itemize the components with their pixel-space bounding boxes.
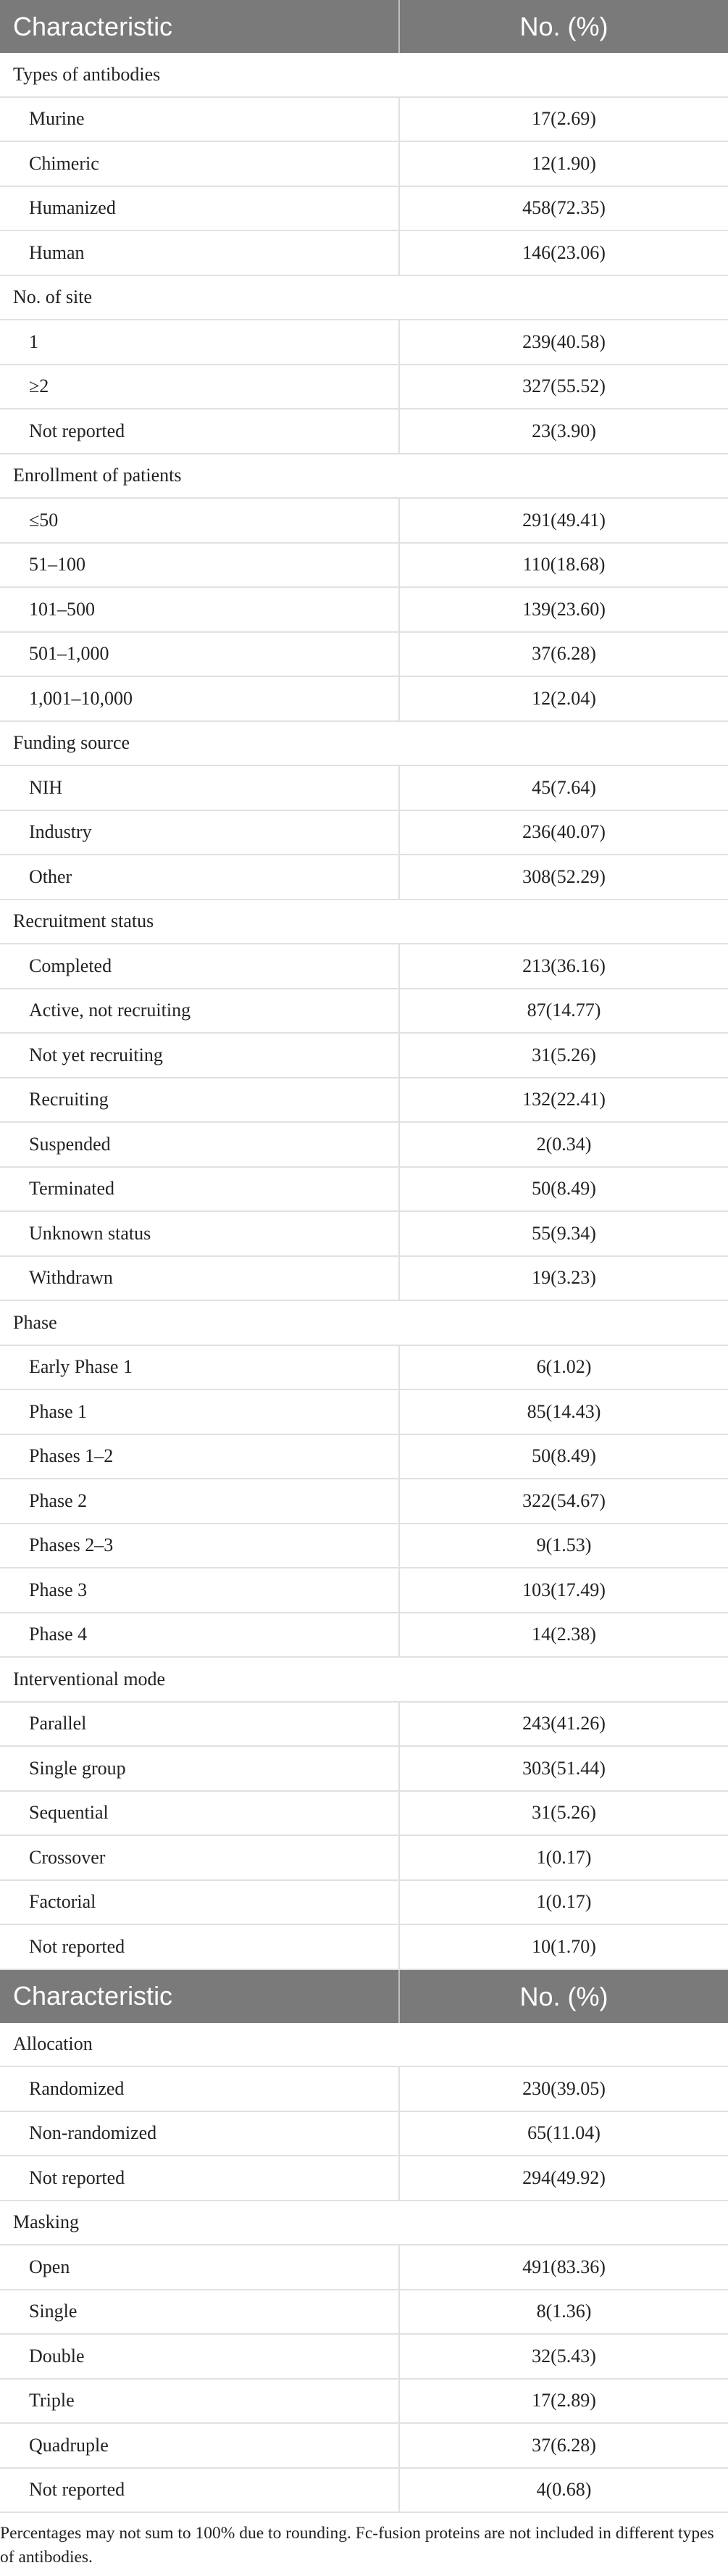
row-value: 236(40.07) [398,811,728,855]
row-label: Parallel [29,1713,87,1734]
table-row [0,944,728,989]
row-label: Phase 1 [29,1400,88,1422]
section-title: Recruitment status [0,900,728,945]
row-label: Terminated [29,1178,115,1200]
row-value: 45(7.64) [398,766,728,810]
row-value: 4(0.68) [398,2469,728,2512]
row-value: 294(49.92) [398,2156,728,2200]
table-row [0,2245,728,2290]
row-label: Unknown status [29,1222,151,1244]
row-label: Phase 3 [29,1579,88,1600]
table-row [0,98,728,143]
row-value: 1(0.17) [398,1881,728,1924]
row-label: Phase 4 [29,1624,88,1645]
row-value: 87(14.77) [398,989,728,1033]
row-value: 8(1.36) [398,2290,728,2334]
row-label: Suspended [29,1133,111,1155]
table-row [0,1123,728,1168]
row-value: 110(18.68) [398,544,728,587]
section-title: Interventional mode [0,1658,728,1703]
row-label: Not reported [29,2479,125,2501]
table-row [0,1346,728,1391]
row-label: 1 [29,331,38,352]
table-row [0,1747,728,1792]
table-row [0,320,728,365]
row-value: 308(52.29) [398,855,728,899]
table-row [0,2469,728,2514]
row-label: Crossover [29,1846,106,1868]
table-row [0,677,728,722]
table-header [0,0,728,53]
table-row [0,1212,728,1257]
row-value: 146(23.06) [398,231,728,275]
row-label: Quadruple [29,2434,109,2456]
section-title: Phase [0,1301,728,1346]
row-value: 12(2.04) [398,677,728,720]
table-row [0,2380,728,2425]
row-label: ≥2 [29,375,49,397]
row-value: 239(40.58) [398,320,728,364]
row-label: 1,001–10,000 [29,687,133,709]
table-row [0,410,728,454]
row-label: Not reported [29,420,125,441]
table-row [0,1079,728,1123]
row-value: 327(55.52) [398,365,728,409]
row-label: Phases 1–2 [29,1445,114,1467]
table-row [0,1569,728,1613]
row-value: 6(1.02) [398,1346,728,1389]
row-label: Factorial [29,1891,96,1913]
row-value: 213(36.16) [398,944,728,988]
row-label: Early Phase 1 [29,1356,133,1378]
table-row [0,1168,728,1213]
row-value: 17(2.69) [398,98,728,141]
row-label: Double [29,2345,85,2367]
row-label: Single [29,2301,78,2322]
table-row [0,1792,728,1837]
row-value: 132(22.41) [398,1079,728,1122]
table-row [0,766,728,811]
row-value: 19(3.23) [398,1257,728,1300]
section-title: No. of site [0,276,728,321]
table-row [0,588,728,633]
section-title: Types of antibodies [0,53,728,98]
row-value: 243(41.26) [398,1703,728,1746]
header-characteristic: Characteristic [13,11,173,41]
row-label: ≤50 [29,509,59,531]
row-label: Murine [29,108,85,130]
table-row [0,1435,728,1480]
row-label: 501–1,000 [29,643,109,665]
table-row [0,187,728,232]
table-row [0,2112,728,2157]
table-header [0,1970,728,2023]
table-row [0,231,728,276]
table-row [0,1703,728,1748]
section-title: Enrollment of patients [0,454,728,499]
table-row [0,633,728,678]
table-row [0,1390,728,1435]
row-value: 31(5.26) [398,1034,728,1077]
row-value: 50(8.49) [398,1168,728,1211]
table-row [0,1524,728,1569]
row-label: Industry [29,821,92,843]
table-row [0,1479,728,1524]
table-footnote: Percentages may not sum to 100% due to rounding. Fc-fusion proteins are not included in different types of antibodies. [0,2524,714,2567]
row-value: 1(0.17) [398,1836,728,1879]
row-value: 103(17.49) [398,1569,728,1612]
row-value: 12(1.90) [398,142,728,186]
header-characteristic: Characteristic [13,1981,173,2011]
row-label: Chimeric [29,152,99,174]
section-title: Allocation [0,2023,728,2068]
row-label: Not yet recruiting [29,1044,163,1065]
row-value: 2(0.34) [398,1123,728,1166]
row-value: 10(1.70) [398,1925,728,1969]
row-label: Humanized [29,197,116,219]
table-row [0,544,728,589]
table-row [0,1034,728,1079]
row-value: 303(51.44) [398,1747,728,1790]
row-value: 230(39.05) [398,2067,728,2111]
table-row [0,811,728,856]
table-row [0,1613,728,1658]
table-row [0,2067,728,2112]
row-value: 55(9.34) [398,1212,728,1255]
row-value: 85(14.43) [398,1390,728,1434]
row-label: Single group [29,1757,126,1779]
row-label: Not reported [29,1935,125,1957]
table-row [0,1257,728,1302]
row-label: NIH [29,776,63,798]
row-label: Recruiting [29,1089,109,1110]
table-row [0,2424,728,2469]
row-value: 32(5.43) [398,2335,728,2378]
table-row [0,1925,728,1970]
table-row [0,989,728,1034]
row-label: Phase 2 [29,1489,88,1511]
row-label: Triple [29,2390,75,2411]
row-value: 17(2.89) [398,2380,728,2423]
row-label: Randomized [29,2077,125,2099]
table-row [0,2290,728,2335]
row-label: Sequential [29,1802,109,1824]
table-row [0,2156,728,2201]
row-value: 65(11.04) [398,2112,728,2156]
row-label: Active, not recruiting [29,1000,191,1021]
row-value: 37(6.28) [398,633,728,676]
row-label: 51–100 [29,554,85,576]
row-value: 50(8.49) [398,1435,728,1479]
row-label: Withdrawn [29,1267,113,1289]
row-value: 23(3.90) [398,410,728,453]
header-count-percent: No. (%) [398,0,728,53]
row-label: Human [29,241,85,263]
row-label: Non-randomized [29,2122,157,2144]
section-title: Funding source [0,722,728,767]
table-row [0,142,728,187]
row-label: Phases 2–3 [29,1534,114,1556]
row-value: 291(49.41) [398,499,728,542]
row-value: 9(1.53) [398,1524,728,1568]
row-label: 101–500 [29,598,95,620]
row-label: Not reported [29,2166,125,2188]
table-row [0,855,728,900]
table-row [0,365,728,410]
table-row [0,499,728,544]
row-value: 14(2.38) [398,1613,728,1657]
row-label: Completed [29,955,112,976]
row-value: 458(72.35) [398,187,728,230]
row-value: 139(23.60) [398,588,728,631]
header-count-percent: No. (%) [398,1970,728,2023]
table-part-2 [0,1970,728,2514]
row-value: 37(6.28) [398,2424,728,2467]
row-label: Open [29,2256,70,2277]
row-label: Other [29,865,72,887]
table-row [0,2335,728,2380]
row-value: 322(54.67) [398,1479,728,1523]
section-title: Masking [0,2201,728,2246]
row-value: 491(83.36) [398,2245,728,2289]
table-row [0,1836,728,1881]
row-value: 31(5.26) [398,1792,728,1835]
table-row [0,1881,728,1926]
